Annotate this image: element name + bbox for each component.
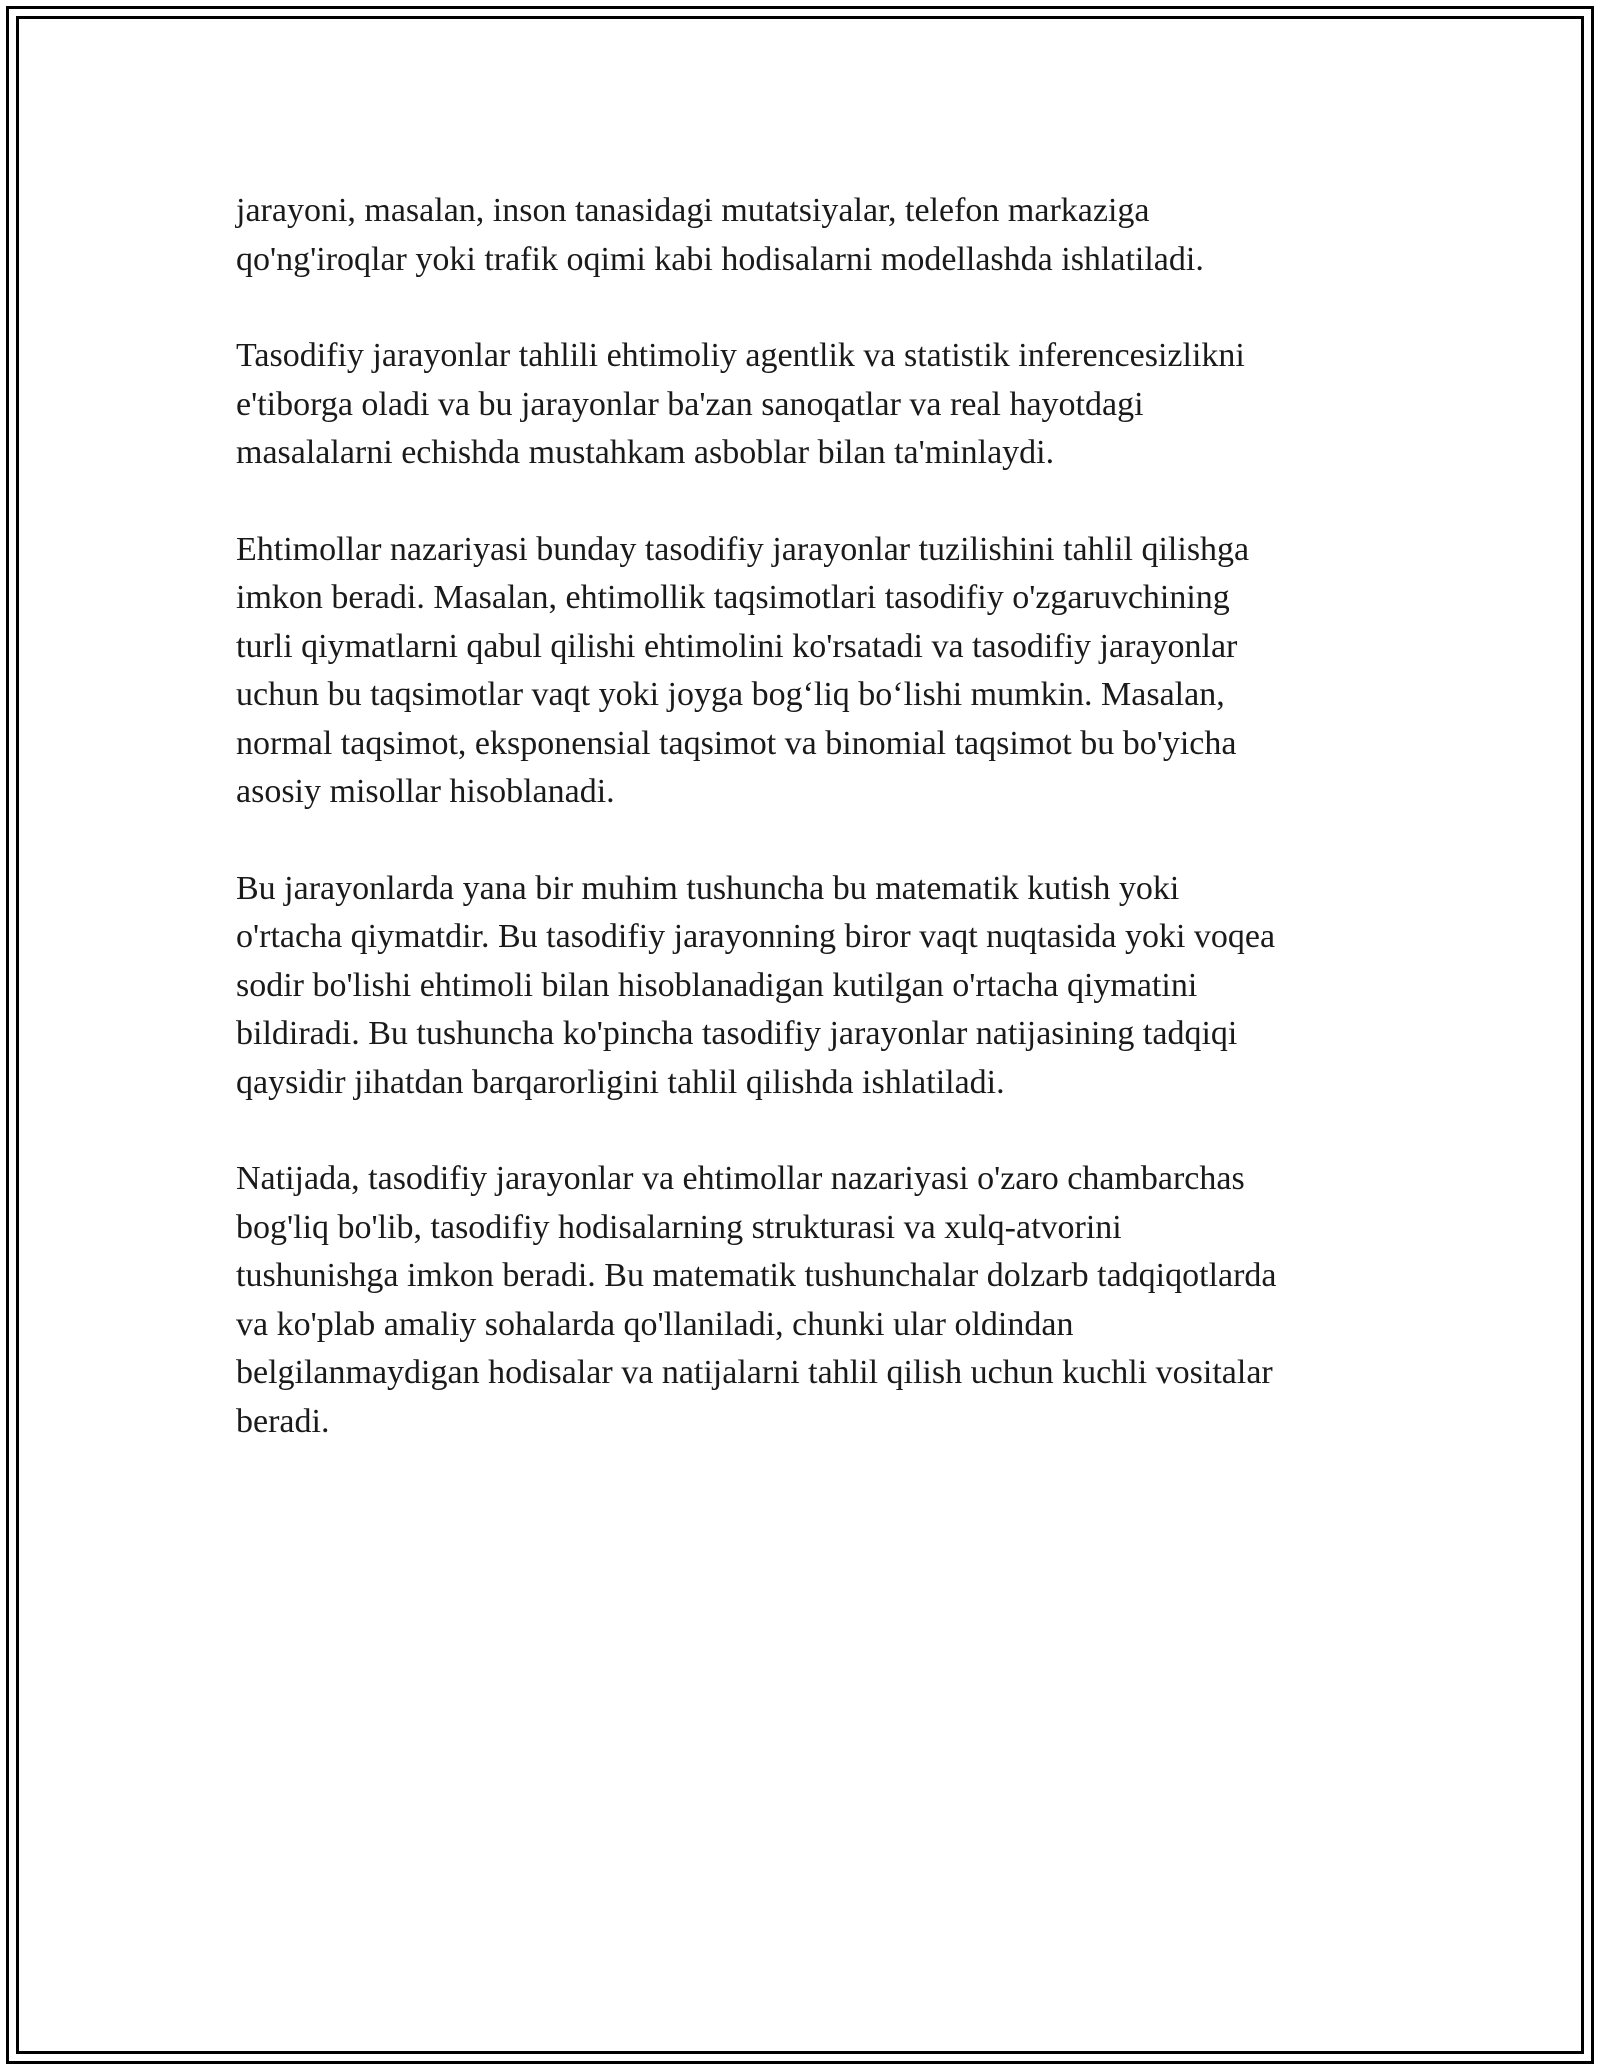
paragraph-3: Ehtimollar nazariyasi bunday tasodifiy jarayonlar tuzilishini tahlil qilishga imkon beradi. Masalan, ehtimollik taqsimotlari tasodifiy o'zgaruvchining turli qiymatlarni qabul qilishi ehtimolini ko'rsatadi va tasodifiy jarayonlar uchun bu taqsimotlar vaqt yoki joyga bog‘liq bo‘lishi mumkin. Masalan, normal taqsimot, eksponensial taqsimot va binomial taqsimot bu bo'yicha asosiy misollar hisoblanadi. [236, 530, 1250, 810]
paragraph-1: jarayoni, masalan, inson tanasidagi mutatsiyalar, telefon markaziga qo'ng'iroqlar yoki trafik oqimi kabi hodisalarni modellashda ishlatiladi. [236, 192, 1204, 278]
document-body [236, 187, 1366, 1494]
paragraph-4: Bu jarayonlarda yana bir muhim tushuncha bu matematik kutish yoki o'rtacha qiymatdir. Bu tasodifiy jarayonning biror vaqt nuqtasida yoki voqea sodir bo'lishi ehtimoli bilan hisoblanadigan kutilgan o'rtacha qiymatini bildiradi. Bu tushuncha ko'pincha tasodifiy jarayonlar natijasining tadqiqi qaysidir jihatdan barqarorligini tahlil qilishda ishlatiladi. [236, 869, 1276, 1101]
paragraph-2: Tasodifiy jarayonlar tahlili ehtimoliy agentlik va statistik inferencesizlikni e'tiborga oladi va bu jarayonlar ba'zan sanoqatlar va real hayotdagi masalalarni echishda mustahkam asboblar bilan ta'minlaydi. [236, 337, 1245, 471]
paragraph-5: Natijada, tasodifiy jarayonlar va ehtimollar nazariyasi o'zaro chambarchas bog'liq bo'lib, tasodifiy hodisalarning strukturasi va xulq-atvorini tushunishga imkon beradi. Bu matematik tushunchalar dolzarb tadqiqotlarda va ko'plab amaliy sohalarda qo'llaniladi, chunki ular oldindan belgilanmaydigan hodisalar va natijalarni tahlil qilish uchun kuchli vositalar beradi. [236, 1160, 1277, 1440]
